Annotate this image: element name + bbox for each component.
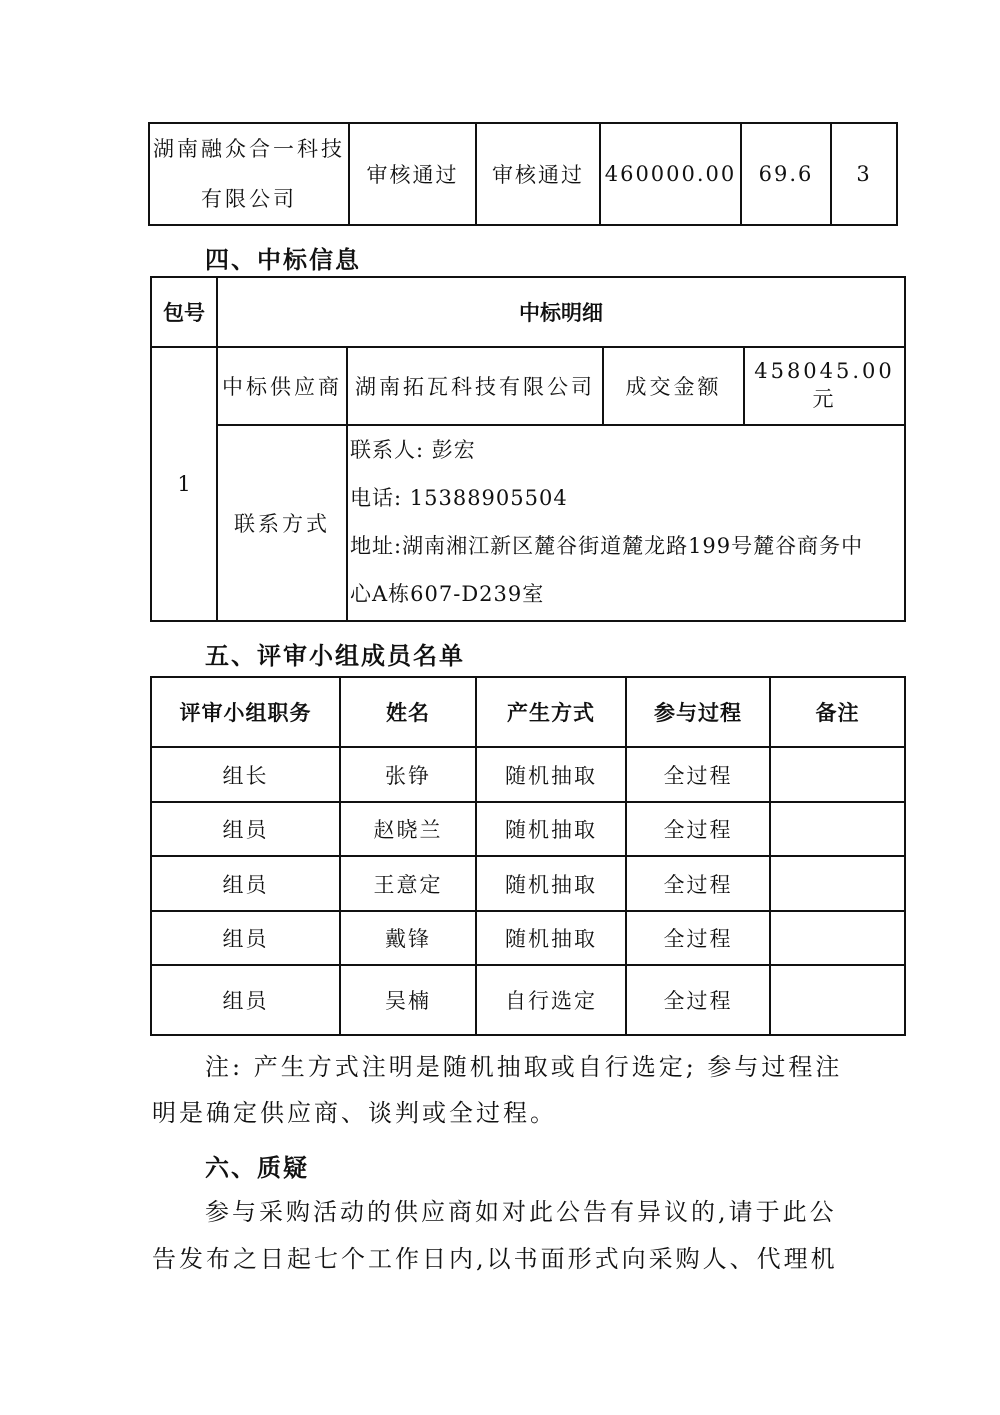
section6-heading: 六、质疑 [205,1154,309,1182]
award-info-table [150,276,906,622]
table-row [151,911,905,965]
method-cell: 随机抽取 [476,856,626,911]
name-cell: 张铮 [340,747,476,802]
table-row [151,965,905,1035]
table-header-row [151,677,905,747]
package-header: 包号 [151,277,217,347]
prior-result-table [148,122,898,226]
process-cell: 全过程 [626,747,770,802]
winner-value: 湖南拓瓦科技有限公司 [347,347,603,425]
process-cell: 全过程 [626,911,770,965]
remark-cell [770,965,905,1035]
table-row [149,123,897,225]
body-line: 参与采购活动的供应商如对此公告有异议的,请于此公 [205,1198,837,1226]
name-cell: 戴锋 [340,911,476,965]
remark-cell [770,856,905,911]
score-cell: 69.6 [741,123,831,225]
column-header: 备注 [770,677,905,747]
section5-heading: 五、评审小组成员名单 [205,642,465,670]
role-cell: 组长 [151,747,340,802]
body-line: 告发布之日起七个工作日内,以书面形式向采购人、代理机 [152,1245,838,1273]
remark-cell [770,747,905,802]
amount-value: 458045.00元 [744,347,905,425]
column-header: 姓名 [340,677,476,747]
supplier-line: 有限公司 [201,187,297,211]
contact-address: 地址:湖南湘江新区麓谷街道麓龙路199号麓谷商务中 [350,534,864,558]
method-cell: 随机抽取 [476,802,626,856]
process-cell: 全过程 [626,856,770,911]
review-panel-table [150,676,906,1036]
table-row [151,802,905,856]
table-header-row [151,277,905,347]
name-cell: 吴楠 [340,965,476,1035]
contact-label: 联系方式 [217,425,347,621]
table-row [151,347,905,425]
note-line: 明是确定供应商、谈判或全过程。 [152,1099,557,1127]
column-header: 产生方式 [476,677,626,747]
price-cell: 460000.00 [600,123,741,225]
role-cell: 组员 [151,911,340,965]
contact-phone: 电话: 15388905504 [350,486,568,510]
role-cell: 组员 [151,965,340,1035]
remark-cell [770,911,905,965]
method-cell: 随机抽取 [476,911,626,965]
column-header: 参与过程 [626,677,770,747]
supplier-line: 湖南融众合一科技 [153,137,345,161]
compliance-review-cell: 审核通过 [476,123,600,225]
process-cell: 全过程 [626,965,770,1035]
rank-cell: 3 [831,123,897,225]
section4-heading: 四、中标信息 [205,246,361,274]
supplier-cell [149,123,349,225]
contact-person: 联系人: 彭宏 [350,438,476,462]
name-cell: 赵晓兰 [340,802,476,856]
role-cell: 组员 [151,802,340,856]
method-cell: 自行选定 [476,965,626,1035]
process-cell: 全过程 [626,802,770,856]
column-header: 评审小组职务 [151,677,340,747]
package-number: 1 [151,347,217,621]
role-cell: 组员 [151,856,340,911]
contact-details [347,425,905,621]
qualification-review-cell: 审核通过 [349,123,476,225]
table-row [151,425,905,621]
amount-label: 成交金额 [603,347,744,425]
name-cell: 王意定 [340,856,476,911]
winner-label: 中标供应商 [217,347,347,425]
detail-header: 中标明细 [217,277,905,347]
table-row [151,856,905,911]
contact-address-cont: 心A栋607-D239室 [350,582,545,606]
table-row [151,747,905,802]
method-cell: 随机抽取 [476,747,626,802]
note-line: 注: 产生方式注明是随机抽取或自行选定; 参与过程注 [205,1053,843,1081]
remark-cell [770,802,905,856]
